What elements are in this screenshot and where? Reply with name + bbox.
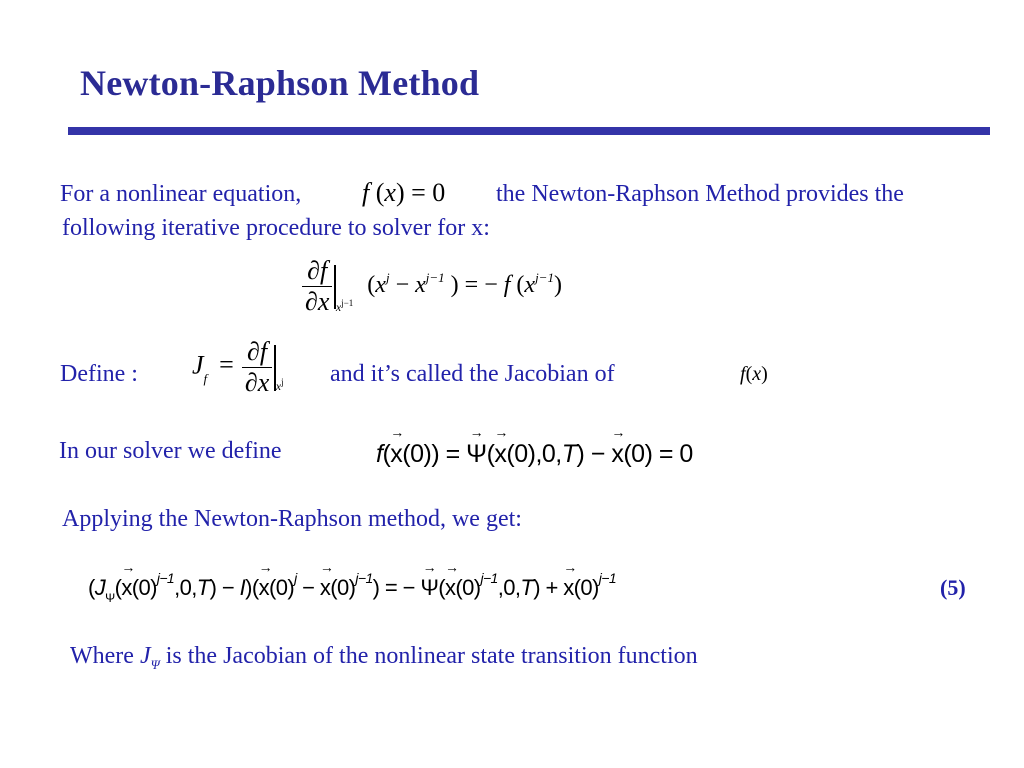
define-eval-subscript: $x^j$ [275, 377, 284, 393]
iter-f: f [503, 272, 511, 299]
iter-rpar-eq: ) = − [450, 272, 498, 299]
where-text-b: is the Jacobian of the nonlinear state transition function [165, 643, 698, 669]
iter-sup3: j−1 [535, 270, 554, 286]
define-equals: = [219, 350, 234, 380]
intro-text-c: following iterative procedure to solver for x: [62, 215, 490, 241]
define-J-sub: f [203, 371, 208, 387]
iter-minus: − [395, 272, 410, 299]
equation-number: (5) [940, 575, 966, 600]
iter-derivative-numerator: ∂f [307, 256, 328, 285]
intro-eq-f: f [362, 178, 370, 207]
define-fx-x: x [752, 363, 762, 385]
newton-update-equation: $(J_\Psi(\to x(0)^{j-1},0,T) - I)(\to x(0)^j$ − → $x(0)^{j-1}$) = − → $\Psi(\to x(0)^{j-1},0,T)$ + → $x(0)^{j-1}$ [88, 575, 616, 601]
iter-lpar2: ( [516, 272, 525, 299]
solver-equation: f(→ x(0)) = → Ψ(→ x(0),0,T) − → x(0) = 0 [376, 440, 693, 469]
define-fx-f: f [740, 363, 746, 385]
intro-text-a: For a nonlinear equation, [60, 181, 302, 207]
intro-equation [362, 178, 445, 208]
iter-sup1: j [385, 270, 390, 286]
define-text: and it’s called the Jacobian of [330, 361, 615, 387]
define-fx-rpar: ) [761, 363, 768, 385]
where-line [70, 643, 698, 670]
intro-text-b: the Newton-Raphson Method provides the [496, 181, 904, 207]
iter-lpar: ( [367, 272, 376, 299]
define-label: Define : [60, 361, 138, 387]
where-J: J [139, 643, 151, 669]
title-divider [68, 127, 990, 135]
iter-x3: x [524, 272, 536, 299]
intro-eq-x: x [384, 178, 396, 207]
define-derivative-denominator: ∂x [242, 367, 272, 398]
intro-eq-zero: 0 [432, 178, 446, 207]
applying-label: Applying the Newton-Raphson method, we get: [62, 506, 522, 532]
intro-eq-rpar: ) [395, 178, 405, 207]
iter-x2: x [415, 272, 426, 299]
intro-eq-lpar: ( [375, 178, 385, 207]
iter-x1: x [375, 272, 386, 299]
iter-eval-subscript: $x^{j-1}$ [335, 298, 354, 314]
define-fx-lpar: ( [745, 363, 753, 385]
define-derivative [242, 337, 272, 398]
jacobian-definition [192, 337, 284, 417]
iter-derivative-denominator: ∂x [302, 286, 332, 317]
slide-title: Newton-Raphson Method [80, 63, 480, 103]
intro-eq-equals: = [411, 178, 426, 207]
where-text-a: Where [70, 643, 134, 669]
define-derivative-numerator: ∂f [247, 337, 268, 366]
iter-derivative [302, 256, 332, 317]
define-J: J [192, 350, 204, 380]
iteration-equation [302, 256, 562, 332]
define-fx [740, 363, 768, 386]
where-J-sub: Ψ [150, 657, 160, 672]
iter-rpar2: ) [553, 272, 562, 299]
iter-sup2: j−1 [425, 270, 445, 286]
solver-label: In our solver we define [59, 438, 282, 464]
